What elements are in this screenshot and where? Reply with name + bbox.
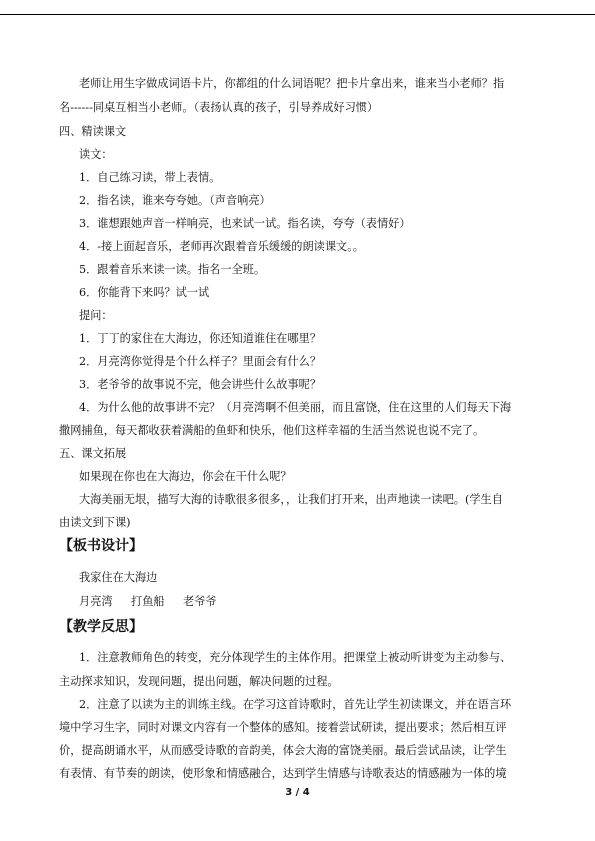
read-item: 1．自己练习读，带上表情。 (79, 171, 221, 184)
read-item: 6．你能背下来吗？试一试 (79, 286, 210, 299)
intro-line-2: 名------同桌互相当小老师。（表扬认真的孩子，引导养成好习惯） (59, 101, 379, 114)
intro-line-1: 老师让用生字做成词语卡片，你都组的什么词语呢？把卡片拿出来，谁来当小老师？指 (79, 77, 505, 90)
page-number: 3 / 4 (285, 787, 310, 798)
read-item: 5．跟着音乐来读一读。指名一全班。 (79, 263, 266, 276)
reflection-2-line-1: 2．注意了以读为主的训练主线。在学习这首诗歌时，首先让学生初读课文，并在语言环 (79, 698, 512, 711)
read-item: 4．-接上面起音乐，老师再次跟着音乐缓缓的朗读课文。。 (79, 240, 364, 253)
read-label: 读文： (79, 148, 113, 161)
read-item: 2．指名读，谁来夸夸她。（声音响亮） (79, 194, 271, 207)
ask-item: 1．丁丁的家住在大海边，你还知道谁住在哪里？ (79, 332, 322, 345)
ask-item-4-line-2: 撒网捕鱼，每天都收获着满船的鱼虾和快乐，他们这样幸福的生活当然说也说不完了。 (59, 424, 485, 437)
reflection-2-line-4: 有表情、有节奏的朗读，使形象和情感融合，达到学生情感与诗歌表达的情感融为一体的境 (59, 767, 507, 780)
reflection-2-line-2: 境中学习生字，同时对课文内容有一个整体的感知。接着尝试研读，提出要求；然后相互评 (59, 721, 507, 734)
read-item: 3．谁想跟她声音一样响亮，也来试一试。指名读，夸夸（表情好） (79, 217, 411, 230)
extension-question: 如果现在你也在大海边，你会在干什么呢？ (79, 470, 292, 483)
board-word: 打鱼船 (131, 595, 165, 608)
extension-line-2: 由读文到下课) (59, 516, 131, 529)
ask-item: 3．老爷爷的故事说不完，他会讲些什么故事呢？ (79, 378, 322, 391)
board-word: 老爷爷 (183, 595, 217, 608)
section-4-heading: 四、精读课文 (59, 125, 127, 138)
reflection-2-line-3: 价，提高朗诵水平，从而感受诗歌的音韵美，体会大海的富饶美丽。最后尝试品读，让学生 (59, 744, 507, 757)
header-rule (0, 14, 595, 15)
reflection-1-line-2: 主动探求知识，发现问题，提出问题，解决问题的过程。 (59, 675, 339, 688)
reflection-1-line-1: 1．注意教师角色的转变，充分体现学生的主体作用。把课堂上被动听讲变为主动参与、 (79, 651, 512, 664)
board-design-heading: 【板书设计】 (59, 538, 143, 554)
extension-line-1: 大海美丽无垠，描写大海的诗歌很多很多，，让我们打开来，出声地读一读吧。(学生自 (79, 493, 503, 506)
board-title: 我家住在大海边 (79, 571, 158, 584)
ask-item-4-line-1: 4．为什么他的故事讲不完？（月亮湾啊不但美丽，而且富饶，住在这里的人们每天下海 (79, 401, 512, 414)
ask-label: 提问： (79, 309, 113, 322)
section-5-heading: 五、课文拓展 (59, 447, 127, 460)
board-word: 月亮湾 (79, 595, 113, 608)
reflection-heading: 【教学反思】 (59, 619, 143, 635)
ask-item: 2．月亮湾你觉得是个什么样子？里面会有什么？ (79, 355, 322, 368)
